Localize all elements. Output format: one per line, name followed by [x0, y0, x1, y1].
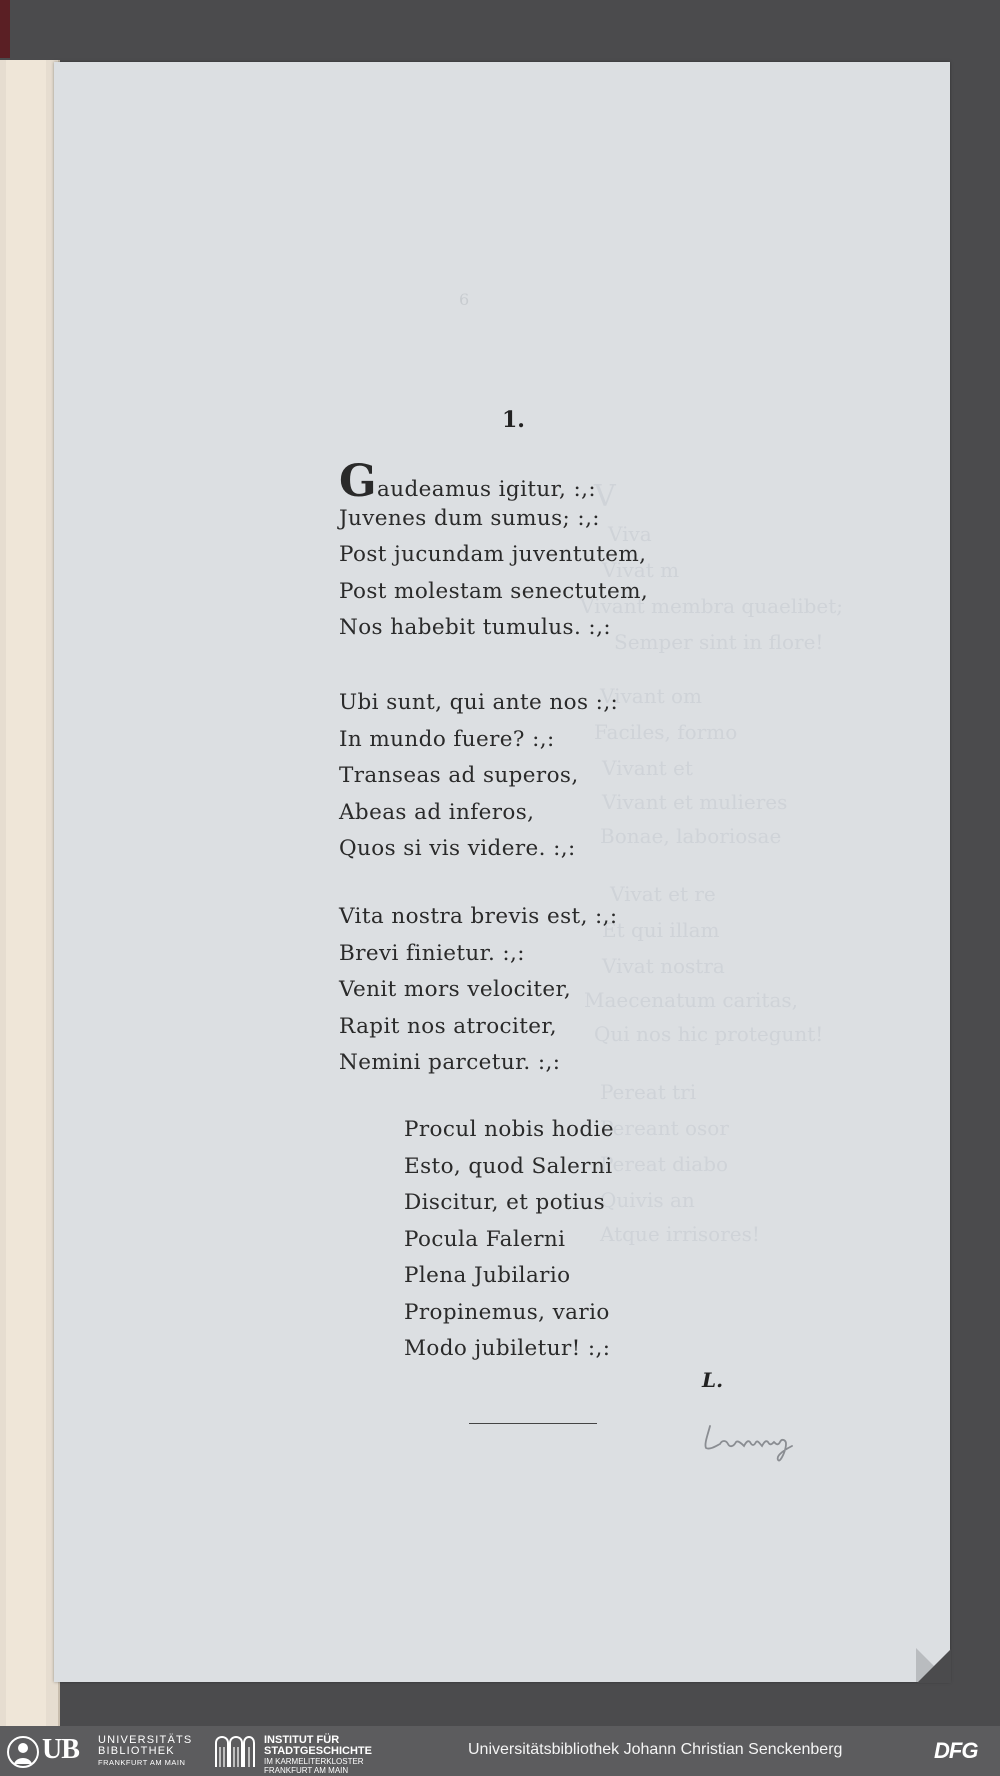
stanza	[339, 685, 618, 868]
dfg-logo[interactable]: DFG	[934, 1738, 978, 1763]
verse-line: Discitur, et potius	[404, 1190, 606, 1215]
verse-line: Nos habebit tumulus. :,:	[339, 615, 611, 640]
show-through-text: Atque irrisores!	[600, 1222, 760, 1246]
page-corner-cut	[917, 1649, 951, 1683]
institute-building-icon	[214, 1733, 256, 1769]
verse-line: Propinemus, vario	[404, 1299, 610, 1325]
poem-number: 1.	[502, 407, 525, 433]
handwritten-signature	[702, 1414, 812, 1464]
show-through-text: Vivat et re	[610, 882, 716, 906]
show-through-text: Faciles, formo	[594, 720, 738, 744]
institute-logo-text[interactable]	[264, 1735, 372, 1775]
ub-line: BIBLIOTHEK	[98, 1745, 175, 1757]
show-through-text: Vivat m	[602, 558, 680, 582]
verse-line: Gaudeamus igitur, :,:	[339, 456, 596, 507]
verse-line: Post molestam senectutem,	[339, 578, 649, 604]
verse-line: Ubi sunt, qui ante nos :,:	[339, 690, 619, 715]
stanza	[339, 899, 618, 1082]
verse-line: Pocula Falerni	[404, 1226, 566, 1252]
verse-line: Procul nobis hodie	[404, 1117, 614, 1142]
verse-line: Abeas ad inferos,	[339, 799, 535, 825]
left-page-paper	[6, 60, 46, 1726]
ub-logo-letters[interactable]: UB	[42, 1734, 79, 1765]
verse-line: Quos si vis videre. :,:	[339, 836, 576, 861]
verse-line: Brevi finietur. :,:	[339, 940, 525, 966]
verse-line: Nemini parcetur. :,:	[339, 1050, 561, 1075]
show-through-text: Semper sint in flore!	[614, 630, 824, 654]
author-initial: L.	[702, 1368, 724, 1392]
isg-line: FRANKFURT AM MAIN	[264, 1766, 349, 1775]
verse-line: Juvenes dum sumus; :,:	[339, 505, 600, 531]
show-through-text: Pereat diabo	[600, 1152, 729, 1176]
verse-line: Modo jubiletur! :,:	[404, 1336, 611, 1361]
end-rule	[469, 1423, 597, 1424]
book-cover-edge	[0, 0, 10, 58]
verse-line: Post jucundam juventutem,	[339, 542, 647, 567]
verse-line: In mundo fuere? :,:	[339, 726, 555, 752]
show-through-text: Vivat nostra	[602, 954, 725, 978]
show-through-text: Vivant membra quaelibet;	[580, 594, 844, 618]
folio-show-through: 6	[459, 290, 470, 309]
stanza	[339, 456, 649, 647]
verse-line: Venit mors velociter,	[339, 977, 572, 1002]
show-through-text: Pereant osor	[600, 1116, 729, 1140]
ub-logo-text[interactable]	[98, 1735, 192, 1768]
show-through-text: Qui nos hic protegunt!	[594, 1022, 824, 1046]
show-through-text: Vivant om	[600, 684, 702, 708]
show-through-text: Vivant et	[602, 756, 693, 780]
show-through-text: Bonae, laboriosae	[600, 824, 782, 848]
verse-line: Plena Jubilario	[404, 1263, 571, 1288]
stanza	[404, 1112, 614, 1368]
show-through-text: V	[594, 479, 616, 514]
footer-bar	[0, 1726, 1000, 1776]
isg-line: IM KARMELITERKLOSTER	[264, 1757, 364, 1766]
isg-line: INSTITUT FÜR	[264, 1734, 340, 1746]
show-through-text: Pereat tri	[600, 1080, 697, 1104]
ub-seal-icon	[6, 1734, 40, 1770]
verse-line: Transeas ad superos,	[339, 763, 579, 788]
isg-line: STADTGESCHICHTE	[264, 1745, 372, 1757]
show-through-text: Et qui illam	[602, 918, 720, 942]
verse-line: Rapit nos atrociter,	[339, 1013, 557, 1039]
scanned-page	[54, 62, 950, 1682]
show-through-text: Viva	[608, 522, 652, 546]
ub-line: UNIVERSITÄTS	[98, 1734, 193, 1746]
left-page-edge	[0, 60, 60, 1726]
verse-line: Vita nostra brevis est, :,:	[339, 904, 618, 929]
show-through-text: Vivant et mulieres	[602, 790, 788, 814]
verse-line: Esto, quod Salerni	[404, 1153, 613, 1179]
library-name-link[interactable]: Universitätsbibliothek Johann Christian Senckenberg	[468, 1741, 843, 1758]
show-through-text: Quivis an	[600, 1188, 695, 1212]
show-through-text: Maecenatum caritas,	[584, 988, 798, 1012]
ub-line: FRANKFURT AM MAIN	[98, 1758, 186, 1767]
